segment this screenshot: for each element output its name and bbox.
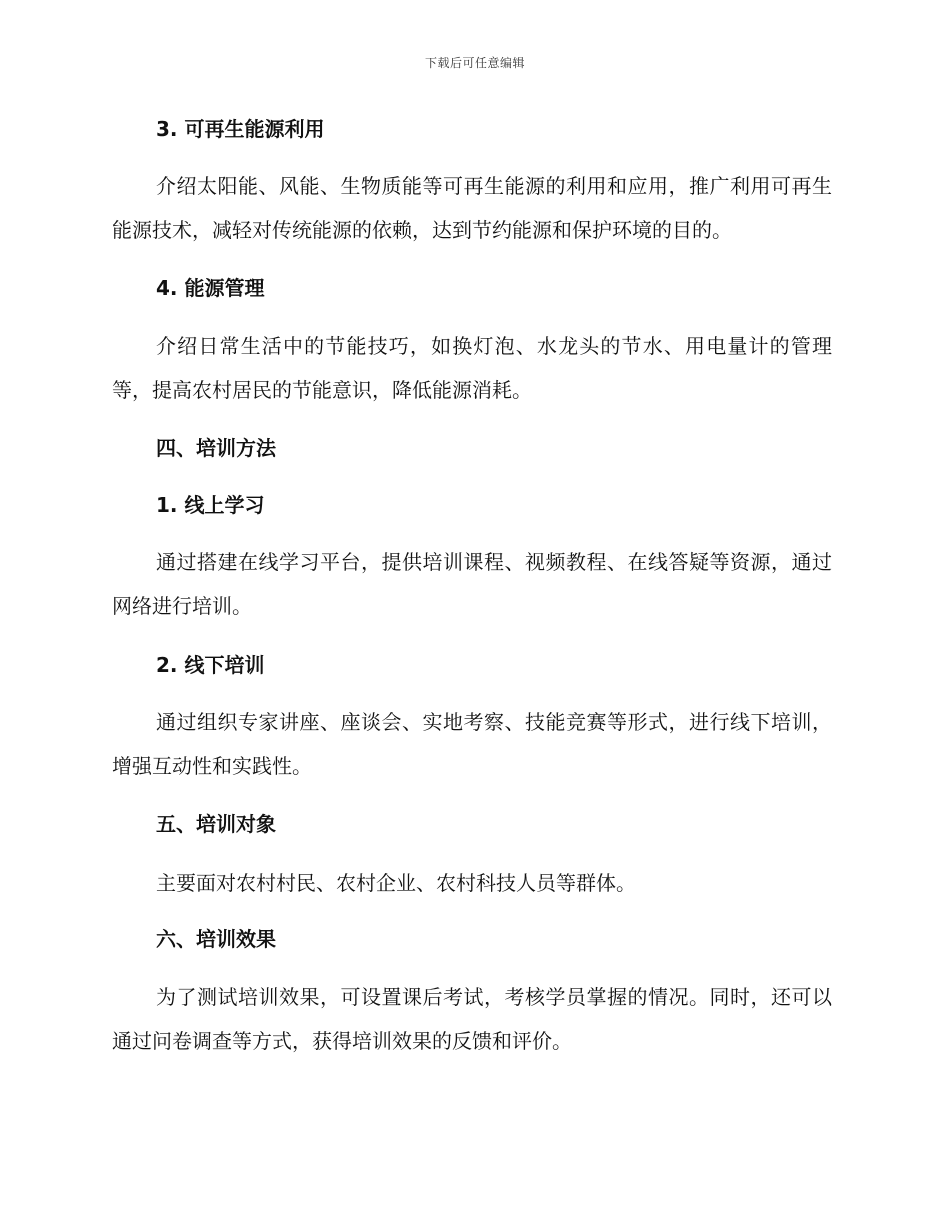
paragraph-training-effects: 为了测试培训效果，可设置课后考试，考核学员掌握的情况。同时，还可以通过问卷调查等方式，获得培训效果的反馈和评价。 (112, 985, 832, 1053)
paragraph-offline-training: 通过组织专家讲座、座谈会、实地考察、技能竞赛等形式，进行线下培训，增强互动性和实践性。 (112, 710, 832, 778)
paragraph-online-learning: 通过搭建在线学习平台，提供培训课程、视频教程、在线答疑等资源，通过网络进行培训。 (112, 550, 832, 618)
section-heading-training-targets: 五、培训对象 (156, 812, 276, 836)
page-header: 下载后可任意编辑 (424, 56, 525, 70)
section-heading-offline-training: 2. 线下培训 (156, 653, 265, 677)
paragraph-training-targets: 主要面对农村村民、农村企业、农村科技人员等群体。 (156, 871, 636, 895)
section-heading-training-methods: 四、培训方法 (156, 436, 276, 460)
section-heading-online-learning: 1. 线上学习 (156, 493, 265, 517)
section-heading-training-effects: 六、培训效果 (156, 927, 276, 951)
paragraph-renewable-energy: 介绍太阳能、风能、生物质能等可再生能源的利用和应用，推广利用可再生能源技术，减轻对传统能源的依赖，达到节约能源和保护环境的目的。 (112, 174, 832, 242)
section-heading-renewable-energy: 3. 可再生能源利用 (156, 117, 325, 141)
section-heading-energy-management: 4. 能源管理 (156, 276, 265, 300)
paragraph-energy-management: 介绍日常生活中的节能技巧，如换灯泡、水龙头的节水、用电量计的管理等，提高农村居民的节能意识，降低能源消耗。 (112, 334, 832, 402)
